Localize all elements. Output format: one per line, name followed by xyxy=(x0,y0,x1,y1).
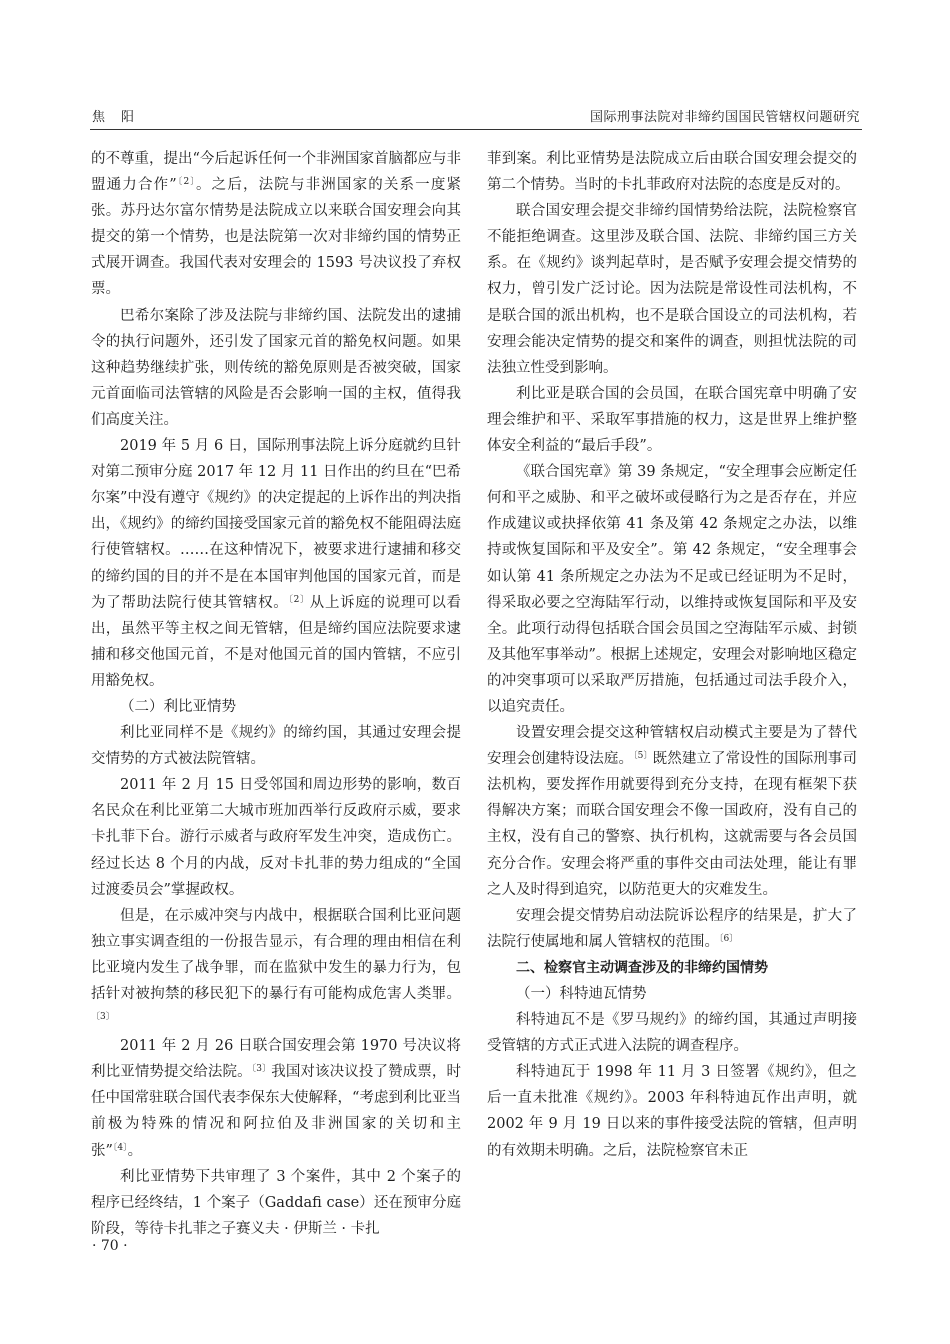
paragraph: 安理会提交情势启动法院诉讼程序的结果是，扩大了法院行使属地和属人管辖权的范围。$^{〔6〕}$ xyxy=(487,907,857,950)
right-column xyxy=(487,146,857,1164)
paragraph: 但是，在示威冲突与内战中，根据联合国利比亚问题独立事实调查组的一份报告显示，有合理的理由相信在利比亚境内发生了战争罪，而在监狱中发生的暴力行为，包括针对被拘禁的移民犯下的暴行有可能构成危害人类罪。$^{〔3〕}$ xyxy=(91,907,461,1023)
paragraph: 的不尊重，提出“今后起诉任何一个非洲国家首脑都应与非盟通力合作”$^{〔2〕}$。之后，法院与非洲国家的关系一度紧张。苏丹达尔富尔情势是法院成立以来联合国安理会向其提交的第一个情势，也是法院第一次对非缔约国的情势正式展开调查。我国代表对安理会的 1593 号决议投了弃权票。 xyxy=(91,151,461,298)
section-heading: （二）利比亚情势 xyxy=(120,698,236,715)
paragraph: 科特迪瓦于 1998 年 11 月 3 日签署《规约》，但之后一直未批准《规约》。2003 年科特迪瓦作出声明，就2002 年 9 月 19 日以来的事件接受法院的管辖，但声明的有效期未明确。之后，法院检察官未正 xyxy=(487,1064,857,1159)
running-header xyxy=(90,106,860,128)
paragraph: 利比亚是联合国的会员国，在联合国宪章中明确了安理会维护和平、采取军事措施的权力，这是世界上维护整体安全利益的“最后手段”。 xyxy=(487,385,857,455)
header-author: 焦阳 xyxy=(92,110,151,125)
paragraph: 科特迪瓦不是《罗马规约》的缔约国，其通过声明接受管辖的方式正式进入法院的调查程序。 xyxy=(487,1012,857,1055)
header-rule xyxy=(90,129,862,130)
section-heading: 二、检察官主动调查涉及的非缔约国情势 xyxy=(516,959,768,976)
paragraph: 利比亚情势下共审理了 3 个案件，其中 2 个案子的程序已经终结，1 个案子（Gaddafi case）还在预审分庭阶段，等待卡扎菲之子赛义夫 · 伊斯兰 · 卡扎 xyxy=(91,1168,461,1237)
paragraph: 联合国安理会提交非缔约国情势给法院，法院检察官不能拒绝调查。这里涉及联合国、法院、非缔约国三方关系。在《规约》谈判起草时，是否赋予安理会提交情势的权力，曾引发广泛讨论。因为法院是常设性司法机构，不是联合国的派出机构，也不是联合国设立的司法机构，若安理会能决定情势的提交和案件的调查，则担忧法院的司法独立性受到影响。 xyxy=(487,203,857,376)
paragraph: 2019 年 5 月 6 日，国际刑事法院上诉分庭就约旦针对第二预审分庭 2017 年 12 月 11 日作出的约旦在“巴希尔案”中没有遵守《规约》的决定提起的上诉作出的判决指出，《规约》的缔约国接受国家元首的豁免权不能阻碍法庭行使管辖权。……在这种情况下，被要求进行逮捕和移交的缔约国的目的并不是在本国审判他国的国家元首，而是为了帮助法院行使其管辖权。$^{〔2〕}$从上诉庭的说理可以看出，虽然平等主权之间无管辖，但是缔约国应法院要求逮捕和移交他国元首，不是对他国元首的国内管辖，不应引用豁免权。 xyxy=(91,438,462,689)
paragraph: 菲到案。利比亚情势是法院成立后由联合国安理会提交的第二个情势。当时的卡扎菲政府对法院的态度是反对的。 xyxy=(487,151,857,194)
paragraph: 《联合国宪章》第 39 条规定，“安全理事会应断定任何和平之威胁、和平之破坏或侵略行为之是否存在，并应作成建议或抉择依第 41 条及第 42 条规定之办法，以维持或恢复国际和平及安全”。第 42 条规定，“安全理事会如认第 41 条所规定之办法为不足或已经证明为不足时，得采取必要之空海陆军行动，以维持或恢复国际和平及安全。此项行动得包括联合国会员国之空海陆军示威、封锁及其他军事举动”。根据上述规定，安理会对影响地区稳定的冲突事项可以采取严厉措施，包括通过司法手段介入，以追究责任。 xyxy=(487,464,857,715)
paragraph: 设置安理会提交这种管辖权启动模式主要是为了替代安理会创建特设法庭。$^{〔5〕}$既然建立了常设性的国际刑事司法机构，要发挥作用就要得到充分支持，在现有框架下获得解决方案；而联合国安理会不像一国政府，没有自己的主权，没有自己的警察、执行机构，这就需要与各会员国充分合作。安理会将严重的事件交由司法处理，能让有罪之人及时得到追究，以防范更大的灾难发生。 xyxy=(487,725,858,898)
paragraph: 巴希尔案除了涉及法院与非缔约国、法院发出的逮捕令的执行问题外，还引发了国家元首的豁免权问题。如果这种趋势继续扩张，则传统的豁免原则是否被突破，国家元首面临司法管辖的风险是否会影响一国的主权，值得我们高度关注。 xyxy=(91,307,461,428)
paragraph: 2011 年 2 月 26 日联合国安理会第 1970 号决议将利比亚情势提交给法院。$^{〔3〕}$我国对该决议投了赞成票，时任中国常驻联合国代表李保东大使解释，“考虑到利比亚当前极为特殊的情况和阿拉伯及非洲国家的关切和主张”$^{〔4〕}$。 xyxy=(91,1038,461,1159)
subsection-heading: （一）科特迪瓦情势 xyxy=(516,986,647,1002)
paragraph: 2011 年 2 月 15 日受邻国和周边形势的影响，数百名民众在利比亚第二大城市班加西举行反政府示威，要求卡扎菲下台。游行示威者与政府军发生冲突，造成伤亡。经过长达 8 个月的内战，反对卡扎菲的势力组成的“全国过渡委员会”掌握政权。 xyxy=(91,777,461,898)
left-column xyxy=(91,146,461,1242)
header-title: 国际刑事法院对非缔约国国民管辖权问题研究 xyxy=(589,110,860,125)
page-number: · 70 · xyxy=(92,1238,128,1254)
paragraph: 利比亚同样不是《规约》的缔约国，其通过安理会提交情势的方式被法院管辖。 xyxy=(91,725,461,768)
